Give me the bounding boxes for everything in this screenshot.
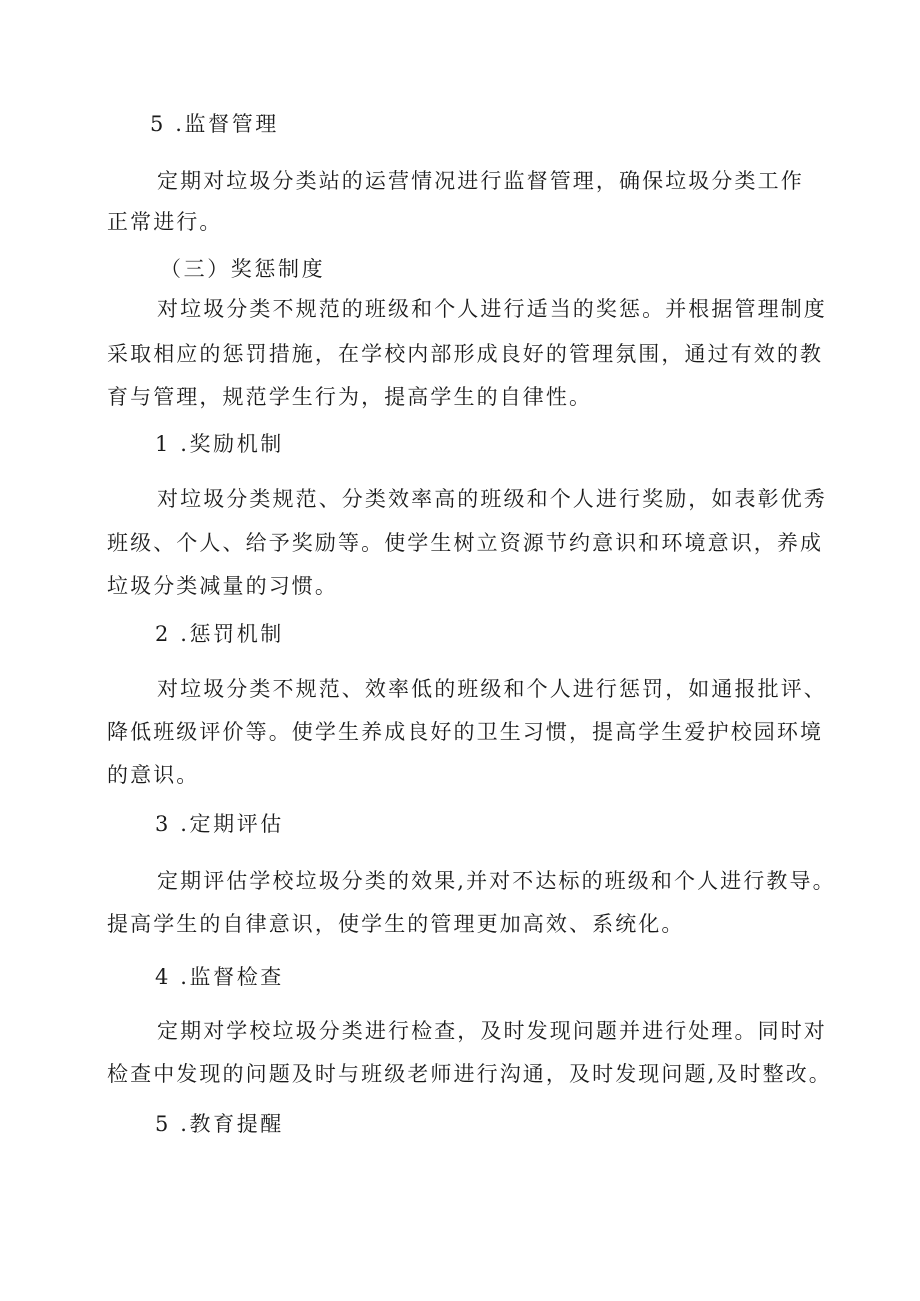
item-1-reward-heading: 1 .奖励机制: [155, 432, 284, 456]
section-3-paragraph-line: 对垃圾分类不规范的班级和个人进行适当的奖惩。并根据管理制度: [157, 297, 827, 321]
item-1-paragraph-line: 班级、个人、给予奖励等。使学生树立资源节约意识和环境意识，养成: [107, 531, 824, 555]
item-4-inspection-heading: 4 .监督检查: [155, 965, 284, 989]
item-3-paragraph-line: 提高学生的自律意识，使学生的管理更加高效、系统化。: [107, 912, 685, 936]
item-3-evaluation-heading: 3 .定期评估: [155, 812, 284, 836]
item-2-paragraph-line: 对垃圾分类不规范、效率低的班级和个人进行惩罚，如通报批评、: [157, 677, 827, 701]
item-3-paragraph-line: 定期评估学校垃圾分类的效果,并对不达标的班级和个人进行教导。: [157, 869, 836, 893]
item-5-supervision-heading: 5 .监督管理: [150, 112, 279, 136]
section-3-heading: （三）奖惩制度: [160, 257, 326, 281]
item-4-paragraph-line: 检查中发现的问题及时与班级老师进行沟通，及时发现问题,及时整改。: [107, 1062, 832, 1086]
item-5-paragraph-line: 正常进行。: [107, 210, 223, 234]
item-5-education-heading: 5 .教育提醒: [155, 1112, 284, 1136]
item-4-paragraph-line: 定期对学校垃圾分类进行检查，及时发现问题并进行处理。同时对: [157, 1019, 827, 1043]
item-1-paragraph-line: 垃圾分类减量的习惯。: [107, 574, 338, 598]
item-5-paragraph-line: 定期对垃圾分类站的运营情况进行监督管理，确保垃圾分类工作: [157, 169, 804, 193]
section-3-paragraph-line: 采取相应的惩罚措施，在学校内部形成良好的管理氛围，通过有效的教: [107, 342, 824, 366]
section-3-paragraph-line: 育与管理，规范学生行为，提高学生的自律性。: [107, 385, 593, 409]
item-2-penalty-heading: 2 .惩罚机制: [155, 622, 284, 646]
item-2-paragraph-line: 降低班级评价等。使学生养成良好的卫生习惯，提高学生爱护校园环境: [107, 720, 824, 744]
item-2-paragraph-line: 的意识。: [107, 763, 200, 787]
item-1-paragraph-line: 对垃圾分类规范、分类效率高的班级和个人进行奖励，如表彰优秀: [157, 487, 827, 511]
